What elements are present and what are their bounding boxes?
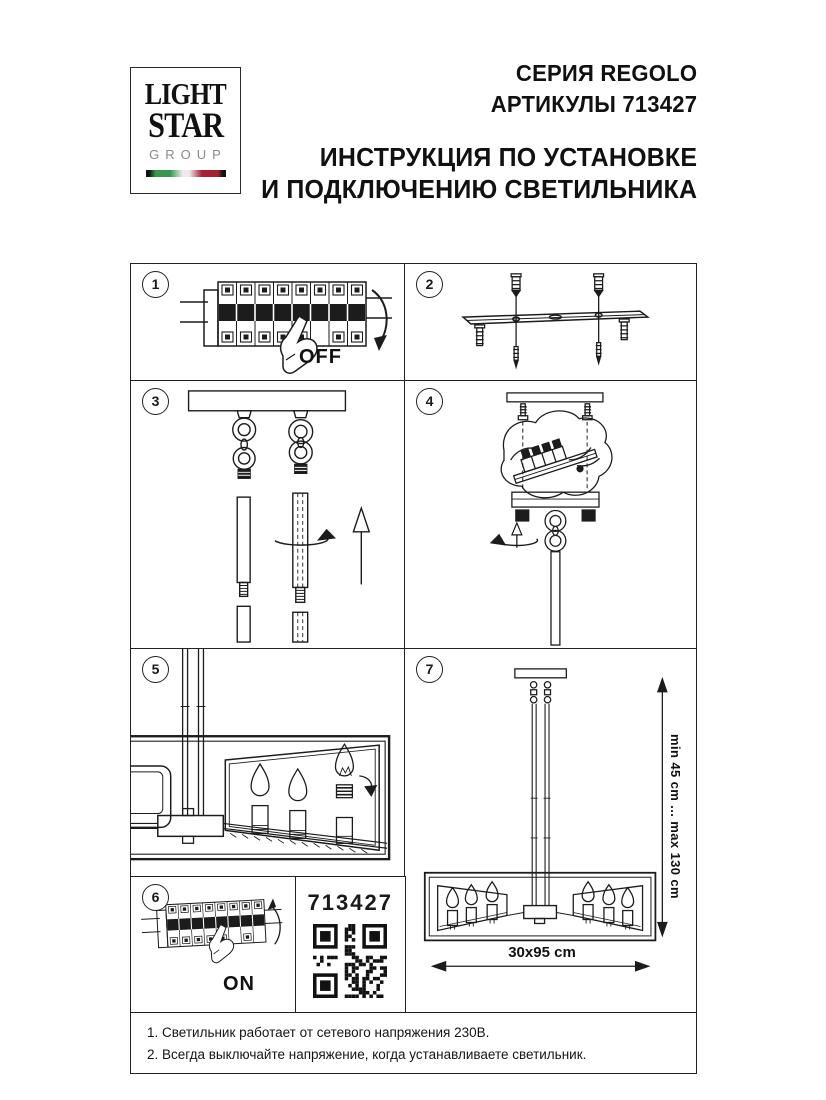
off-arrow-icon: [372, 290, 387, 351]
rotation-arrow-icon: [275, 530, 335, 545]
footer-note-2: 2. Всегда выключайте напряжение, когда устанавливаете светильник.: [147, 1047, 587, 1062]
step-panel-7: [404, 648, 697, 1014]
candle-bulb-screwing-icon: [335, 744, 376, 843]
footer-note-1: 1. Светильник работает от сетевого напряжения 230В.: [147, 1025, 490, 1040]
qr-article-number: 713427: [307, 890, 393, 915]
instruction-title-line1: ИНСТРУКЦИЯ ПО УСТАНОВКЕ: [319, 142, 697, 172]
header-title-block: [261, 58, 697, 205]
screw-icon: [475, 325, 485, 346]
screw-icon: [518, 404, 527, 420]
wall-anchor-icon: [594, 274, 604, 297]
step-number: 5: [142, 656, 169, 683]
logo-text-light: LIGHT: [144, 76, 227, 111]
hanger-loop: [545, 511, 566, 552]
mounting-strap-illustration: [405, 264, 695, 379]
step-number: 1: [142, 271, 169, 298]
steps-grid: [130, 263, 697, 1074]
step-number: 2: [416, 271, 443, 298]
instruction-title-line2: И ПОДКЛЮЧЕНИЮ СВЕТИЛЬНИКА: [260, 174, 697, 204]
hanger-loop: [289, 411, 313, 474]
off-label: OFF: [299, 346, 342, 368]
step-panel-2: [404, 263, 697, 382]
step-number: 7: [416, 656, 443, 683]
logo-flag-stripe-icon: [146, 170, 226, 177]
on-label: ON: [223, 973, 255, 995]
step-panel-4: [404, 380, 697, 650]
rotation-arrow-icon: [491, 523, 537, 548]
wiring-detail-balloon: [501, 411, 612, 498]
step-panel-3: [130, 380, 406, 650]
breaker-off-illustration: [177, 268, 399, 380]
screw-icon: [619, 319, 629, 340]
step-panel-6: [130, 876, 297, 1014]
wall-anchor-icon: [511, 274, 521, 297]
on-arrow-icon: [267, 898, 281, 944]
hanger-loop: [233, 411, 256, 478]
width-dimension-label: 30x95 cm: [508, 944, 576, 961]
bulb-install-illustration: [131, 649, 403, 875]
rod-assembly-illustration: [131, 381, 403, 647]
step-number: 4: [416, 388, 443, 415]
footer-notes: [130, 1012, 697, 1074]
up-arrow-icon: [353, 508, 369, 584]
logo-text-star: STAR: [147, 105, 224, 145]
lightstar-logo: [130, 67, 241, 194]
logo-text-group: GROUP: [149, 147, 227, 162]
step-panel-5: [130, 648, 406, 878]
article-line: АРТИКУЛЫ 713427: [490, 91, 697, 117]
dimension-arrow-horizontal: [433, 962, 649, 971]
series-line: СЕРИЯ REGOLO: [515, 60, 697, 86]
candle-bulb-icon: [251, 764, 269, 833]
screw-icon: [596, 343, 602, 364]
canopy-wiring-illustration: [405, 381, 695, 647]
pointing-hand-icon: [208, 924, 234, 963]
screw-icon: [583, 404, 592, 420]
height-range-label: min 45 cm ... max 130 cm: [668, 734, 683, 899]
step-number: 3: [142, 388, 169, 415]
candle-bulb-icon: [289, 769, 307, 838]
dimension-arrow-vertical: [658, 679, 667, 936]
qr-code: [313, 924, 387, 998]
step-number: 6: [142, 884, 169, 911]
screw-icon: [513, 347, 519, 368]
step-panel-1: [130, 263, 406, 382]
qr-panel: [295, 876, 406, 1014]
